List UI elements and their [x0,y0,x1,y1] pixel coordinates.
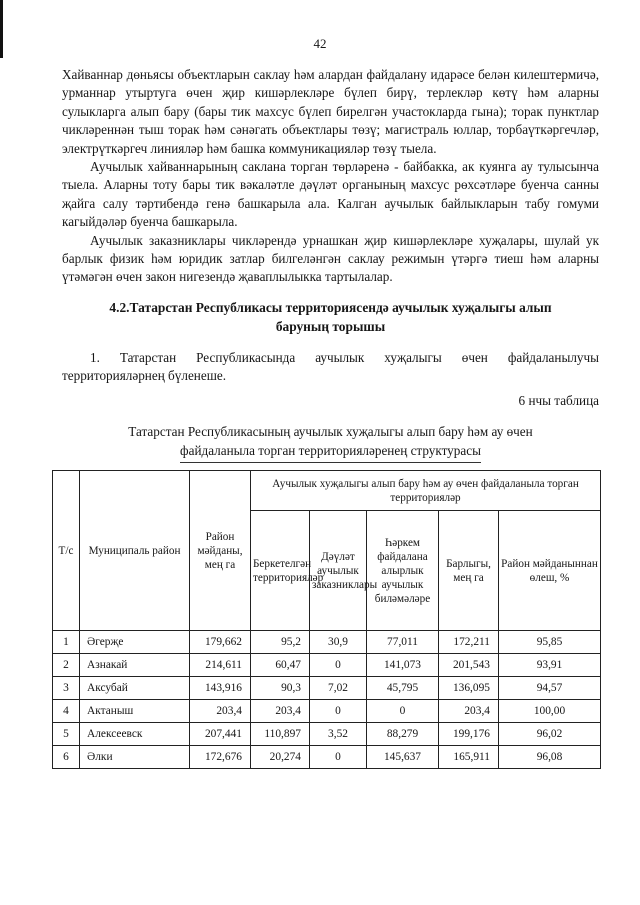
cell-fixed: 60,47 [251,654,310,677]
cell-reserve: 7,02 [310,677,367,700]
col-header-area: Район мәйданы, мең га [190,471,251,631]
table-title [62,423,599,463]
cell-area: 172,676 [190,746,251,769]
cell-public: 141,073 [367,654,439,677]
table-title-line-2: файдаланыла торган территорияләренең структурасы [180,442,481,464]
table-title-line-1: Татарстан Республикасының аучылык хуҗалыгы алып бару һәм ау өчен [128,424,533,439]
table-row [53,746,601,769]
cell-area: 143,916 [190,677,251,700]
table-row [53,631,601,654]
cell-num: 1 [53,631,80,654]
cell-share: 93,91 [499,654,601,677]
cell-share: 94,57 [499,677,601,700]
cell-area: 203,4 [190,700,251,723]
cell-fixed: 20,274 [251,746,310,769]
cell-share: 96,08 [499,746,601,769]
table-label: 6 нчы таблица [518,393,599,408]
hunting-territories-table [52,470,601,769]
table-row [53,677,601,700]
col-header-state-reserve: Дәүләт аучылык заказниклары [310,511,367,631]
cell-reserve: 0 [310,700,367,723]
cell-public: 0 [367,700,439,723]
cell-num: 4 [53,700,80,723]
cell-total: 172,211 [439,631,499,654]
col-header-public: Һәркем файдалана алырлык аучылык биләмәләре [367,511,439,631]
col-header-num: Т/с [53,471,80,631]
cell-name: Әлки [80,746,190,769]
cell-name: Әгерҗе [80,631,190,654]
col-header-municipality: Муниципаль район [80,471,190,631]
cell-share: 100,00 [499,700,601,723]
col-header-fixed: Беркетелгән территорияләр [251,511,310,631]
cell-public: 77,011 [367,631,439,654]
cell-name: Аксубай [80,677,190,700]
col-header-share: Район мәйданыннан өлеш, % [499,511,601,631]
section-heading-line-2: баруның торышы [275,319,386,334]
cell-share: 96,02 [499,723,601,746]
paragraph-group [62,66,599,287]
paragraph-3: Аучылык заказниклары чикләрендә урнашкан җир кишәрлекләре хуҗалары, шулай ук барлык физик һәм юридик затлар билгеләнгән саклау режимын үтәргә тиеш һәм аларны үтәмәгән өчен закон нигезендә җаваплылыкка тартылалар. [62,232,599,285]
cell-reserve: 3,52 [310,723,367,746]
cell-total: 203,4 [439,700,499,723]
cell-fixed: 95,2 [251,631,310,654]
cell-area: 207,441 [190,723,251,746]
cell-name: Азнакай [80,654,190,677]
cell-num: 3 [53,677,80,700]
cell-public: 145,637 [367,746,439,769]
cell-num: 2 [53,654,80,677]
col-header-group: Аучылык хуҗалыгы алып бару һәм ау өчен файдаланыла торган территорияләр [251,471,601,511]
cell-area: 214,611 [190,654,251,677]
cell-total: 165,911 [439,746,499,769]
cell-public: 45,795 [367,677,439,700]
cell-share: 95,85 [499,631,601,654]
cell-fixed: 203,4 [251,700,310,723]
cell-total: 136,095 [439,677,499,700]
paragraph-1: Хайваннар дөньясы объектларын саклау һәм алардан файдалану идарәсе белән килештермичә, урманнар утыртуга өчен җир кишәрлекләре бүлеп бирү, терлекләр көтү һәм аларны сулыкларга алып бару (бары тик махсус бүлеп бирелгән участокларда гына); торак пунктлар чикләреннән тыш торак һәм сәнәгать объектлары төзү; магистраль юллар, торбаүткәргечләр, электрүткәргеч линияләр һәм башка коммуникацияләр төзү тыела. [62,67,599,156]
cell-reserve: 0 [310,654,367,677]
cell-num: 5 [53,723,80,746]
enumerated-paragraph-block [62,349,599,386]
cell-area: 179,662 [190,631,251,654]
table-row [53,723,601,746]
section-heading [62,298,599,336]
enumerated-paragraph: 1. Татарстан Республикасында аучылык хуҗалыгы өчен файдаланылучы территорияләрнең бүленеше. [62,350,599,384]
cell-total: 201,543 [439,654,499,677]
cell-reserve: 30,9 [310,631,367,654]
cell-fixed: 90,3 [251,677,310,700]
cell-public: 88,279 [367,723,439,746]
col-header-total: Барлыгы, мең га [439,511,499,631]
cell-name: Алексеевск [80,723,190,746]
cell-name: Актаныш [80,700,190,723]
page-number: 42 [313,36,327,51]
cell-total: 199,176 [439,723,499,746]
cell-reserve: 0 [310,746,367,769]
table-row [53,654,601,677]
cell-num: 6 [53,746,80,769]
table-row [53,700,601,723]
paragraph-2: Аучылык хайваннарының саклана торган төрләренә - байбакка, ак куянга ау тулысынча тыела. Аларны тоту бары тик вәкаләтле дәүләт органының махсус рөхсәтләре буенча санны җайга салу тәртибендә генә башкарыла ала. Калган аучылык байлыкларын табу гомуми кагыйдәләр буенча башкарыла. [62,159,599,230]
section-heading-line-1: 4.2.Татарстан Республикасы территориясендә аучылык хуҗалыгы алып [109,300,552,315]
cell-fixed: 110,897 [251,723,310,746]
